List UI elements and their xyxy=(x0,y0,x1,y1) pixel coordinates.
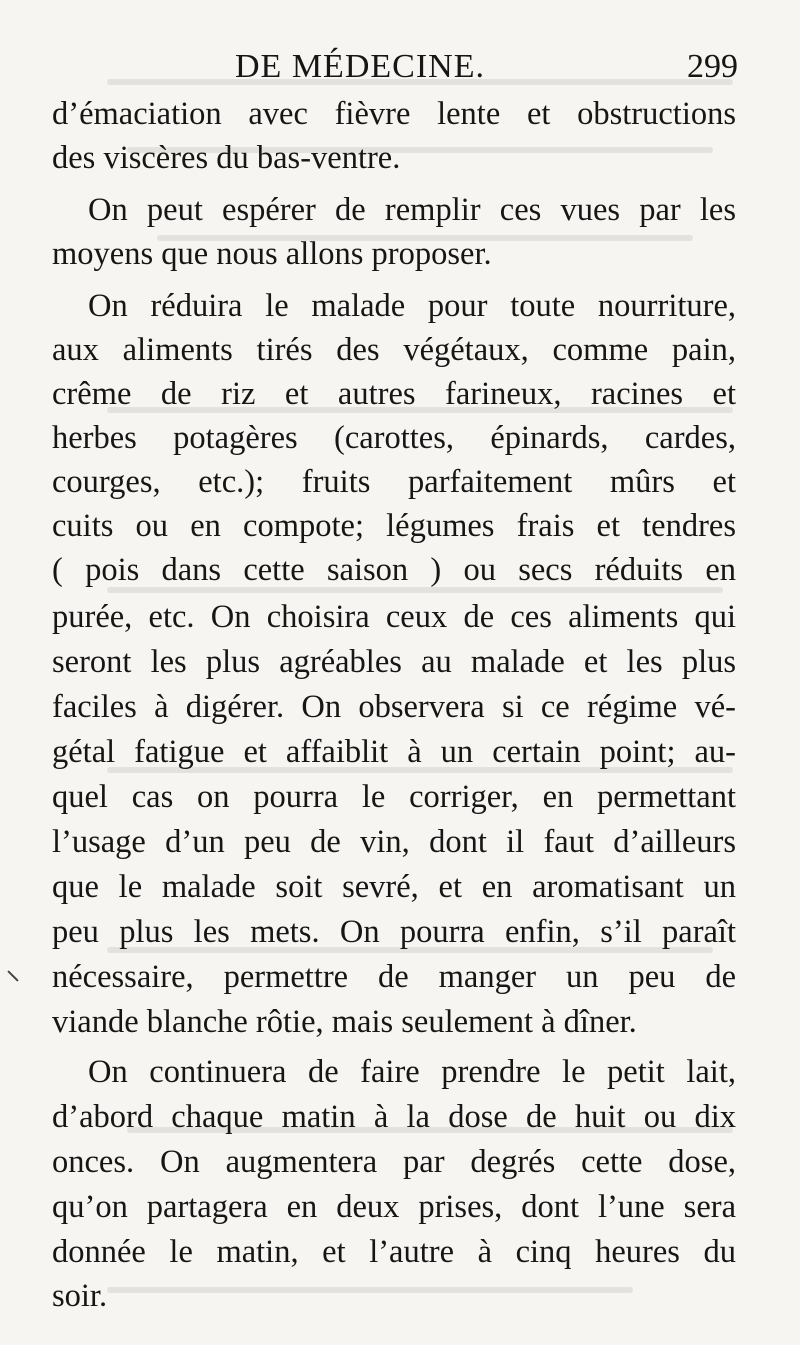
text-line: peu plus les mets. On pourra enfin, s’il paraît xyxy=(52,914,736,950)
running-header xyxy=(60,42,740,92)
text-line: On réduira le malade pour toute nourriture, xyxy=(88,288,736,324)
text-line: purée, etc. On choisira ceux de ces aliments qui xyxy=(52,599,736,635)
text-line: ( pois dans cette saison ) ou secs réduits en xyxy=(52,552,736,588)
running-title: DE MÉDECINE. xyxy=(235,48,485,85)
margin-pencil-mark xyxy=(7,970,18,981)
text-line: courges, etc.); fruits parfaitement mûrs et xyxy=(52,464,736,500)
text-line: cuits ou en compote; légumes frais et tendres xyxy=(52,508,736,544)
text-line: soir. xyxy=(52,1278,108,1314)
text-line: onces. On augmentera par degrés cette dose, xyxy=(52,1144,736,1180)
text-line: herbes potagères (carottes, épinards, cardes, xyxy=(52,420,736,456)
text-line: On peut espérer de remplir ces vues par les xyxy=(88,192,736,228)
text-line: faciles à digérer. On observera si ce régime vé- xyxy=(52,689,736,725)
text-line: d’émaciation avec fièvre lente et obstructions xyxy=(52,96,736,132)
text-line: viande blanche rôtie, mais seulement à dîner. xyxy=(52,1004,637,1040)
text-line: d’abord chaque matin à la dose de huit ou dix xyxy=(52,1099,736,1135)
text-line: que le malade soit sevré, et en aromatisant un xyxy=(52,869,736,905)
text-line: aux aliments tirés des végétaux, comme pain, xyxy=(52,332,736,368)
page-number: 299 xyxy=(687,48,738,85)
text-line: qu’on partagera en deux prises, dont l’une sera xyxy=(52,1189,736,1225)
text-line: quel cas on pourra le corriger, en permettant xyxy=(52,779,736,815)
text-line: gétal fatigue et affaiblit à un certain point; au- xyxy=(52,734,736,770)
text-line: l’usage d’un peu de vin, dont il faut d’ailleurs xyxy=(52,824,736,860)
text-line: crême de riz et autres farineux, racines et xyxy=(52,376,736,412)
text-line: seront les plus agréables au malade et les plus xyxy=(52,644,736,680)
text-line: On continuera de faire prendre le petit lait, xyxy=(88,1054,736,1090)
text-line: nécessaire, permettre de manger un peu de xyxy=(52,959,736,995)
text-line: donnée le matin, et l’autre à cinq heures du xyxy=(52,1234,736,1270)
text-line: des viscères du bas-ventre. xyxy=(52,140,401,176)
text-line: moyens que nous allons proposer. xyxy=(52,236,492,272)
